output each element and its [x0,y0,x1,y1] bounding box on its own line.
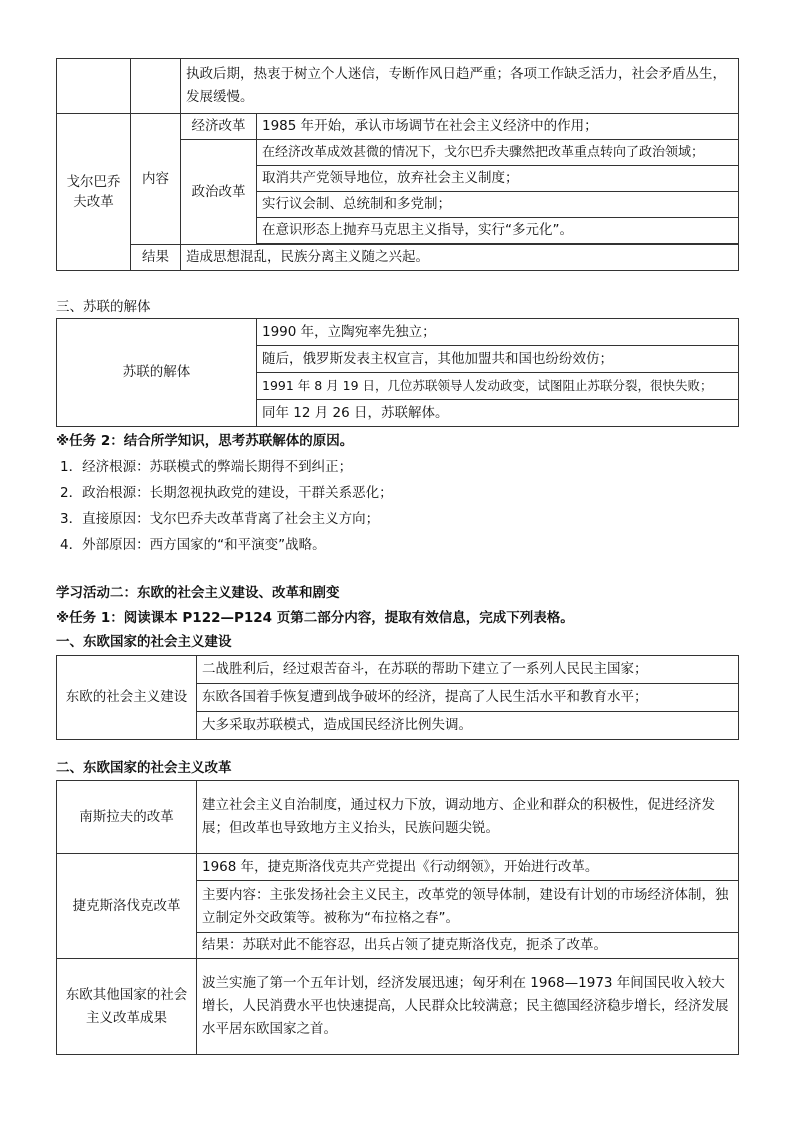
result-text: 造成思想混乱，民族分离主义随之兴起。 [181,245,739,271]
czechoslovakia-reform-item: 结果：苏联对此不能容忍，出兵占领了捷克斯洛伐克，扼杀了改革。 [197,933,739,959]
political-reform-label: 政治改革 [181,140,257,245]
political-reform-item: 在意识形态上抛弃马克思主义指导，实行“多元化”。 [257,218,739,244]
east-europe-construction-table [56,655,739,740]
gorbachev-reform-label: 戈尔巴乔夫改革 [57,114,131,271]
east-europe-reform-table [56,780,739,1055]
gorbachev-reform-table [56,58,739,271]
task2-item: 2．政治根源：长期忽视执政党的建设，干群关系恶化； [60,485,393,501]
dissolution-item: 1990 年，立陶宛率先独立； [257,319,739,346]
czechoslovakia-reform-item: 1968 年，捷克斯洛伐克共产党提出《行动纲领》，开始进行改革。 [197,854,739,881]
yugoslavia-reform-text: 建立社会主义自治制度，通过权力下放，调动地方、企业和群众的积极性，促进经济发展；但改革也导致地方主义抬头，民族问题尖锐。 [197,781,739,854]
political-reform-item: 取消共产党领导地位，放弃社会主义制度； [257,166,739,192]
economic-reform-label: 经济改革 [181,114,257,140]
economic-reform-text: 1985 年开始，承认市场调节在社会主义经济中的作用； [257,114,739,140]
other-countries-reform-label: 东欧其他国家的社会主义改革成果 [57,959,197,1055]
task2-item: 1．经济根源：苏联模式的弊端长期得不到纠正； [60,459,353,475]
task2-item: 4．外部原因：西方国家的“和平演变”战略。 [60,537,326,553]
activity2-title: 学习活动二：东欧的社会主义建设、改革和剧变 [56,585,340,601]
czechoslovakia-reform-label: 捷克斯洛伐克改革 [57,854,197,959]
dissolution-item: 随后，俄罗斯发表主权宣言，其他加盟共和国也纷纷效仿； [257,346,739,373]
political-reform-item: 在经济改革成效甚微的情况下，戈尔巴乔夫骤然把改革重点转向了政治领域； [257,140,739,166]
construction-item: 二战胜利后，经过艰苦奋斗，在苏联的帮助下建立了一系列人民民主国家； [197,656,739,684]
empty-cell [57,59,131,114]
previous-era-text: 执政后期，热衷于树立个人迷信，专断作风日趋严重；各项工作缺乏活力，社会矛盾丛生，发展缓慢。 [181,59,739,114]
task2-item: 3．直接原因：戈尔巴乔夫改革背离了社会主义方向； [60,511,380,527]
activity2-task: ※任务 1：阅读课本 P122—P124 页第二部分内容，提取有效信息，完成下列表格。 [56,610,574,626]
construction-label: 东欧的社会主义建设 [57,656,197,740]
content-label: 内容 [131,114,181,245]
empty-cell [131,59,181,114]
other-countries-reform-text: 波兰实施了第一个五年计划，经济发展迅速；匈牙利在 1968—1973 年间国民收入较大增长，人民消费水平也快速提高，人民群众比较满意；民主德国经济稳步增长，经济发展水平居东欧国家之首。 [197,959,739,1055]
dissolution-item: 1991 年 8 月 19 日，几位苏联领导人发动政变，试图阻止苏联分裂，很快失败； [257,373,739,400]
section-title-east-europe-construction: 一、东欧国家的社会主义建设 [56,634,232,650]
construction-item: 大多采取苏联模式，造成国民经济比例失调。 [197,712,739,740]
section-title-east-europe-reform: 二、东欧国家的社会主义改革 [56,760,232,776]
ussr-dissolution-table [56,318,739,427]
ussr-dissolution-label: 苏联的解体 [57,319,257,427]
task2-title: ※任务 2：结合所学知识，思考苏联解体的原因。 [56,433,354,449]
construction-item: 东欧各国着手恢复遭到战争破坏的经济，提高了人民生活水平和教育水平； [197,684,739,712]
political-reform-item: 实行议会制、总统制和多党制； [257,192,739,218]
czechoslovakia-reform-item: 主要内容：主张发扬社会主义民主，改革党的领导体制，建设有计划的市场经济体制，独立制定外交政策等。被称为“布拉格之春”。 [197,881,739,933]
yugoslavia-reform-label: 南斯拉夫的改革 [57,781,197,854]
dissolution-item: 同年 12 月 26 日，苏联解体。 [257,400,739,427]
result-label: 结果 [131,245,181,271]
section-title-ussr-dissolution: 三、苏联的解体 [56,299,151,315]
